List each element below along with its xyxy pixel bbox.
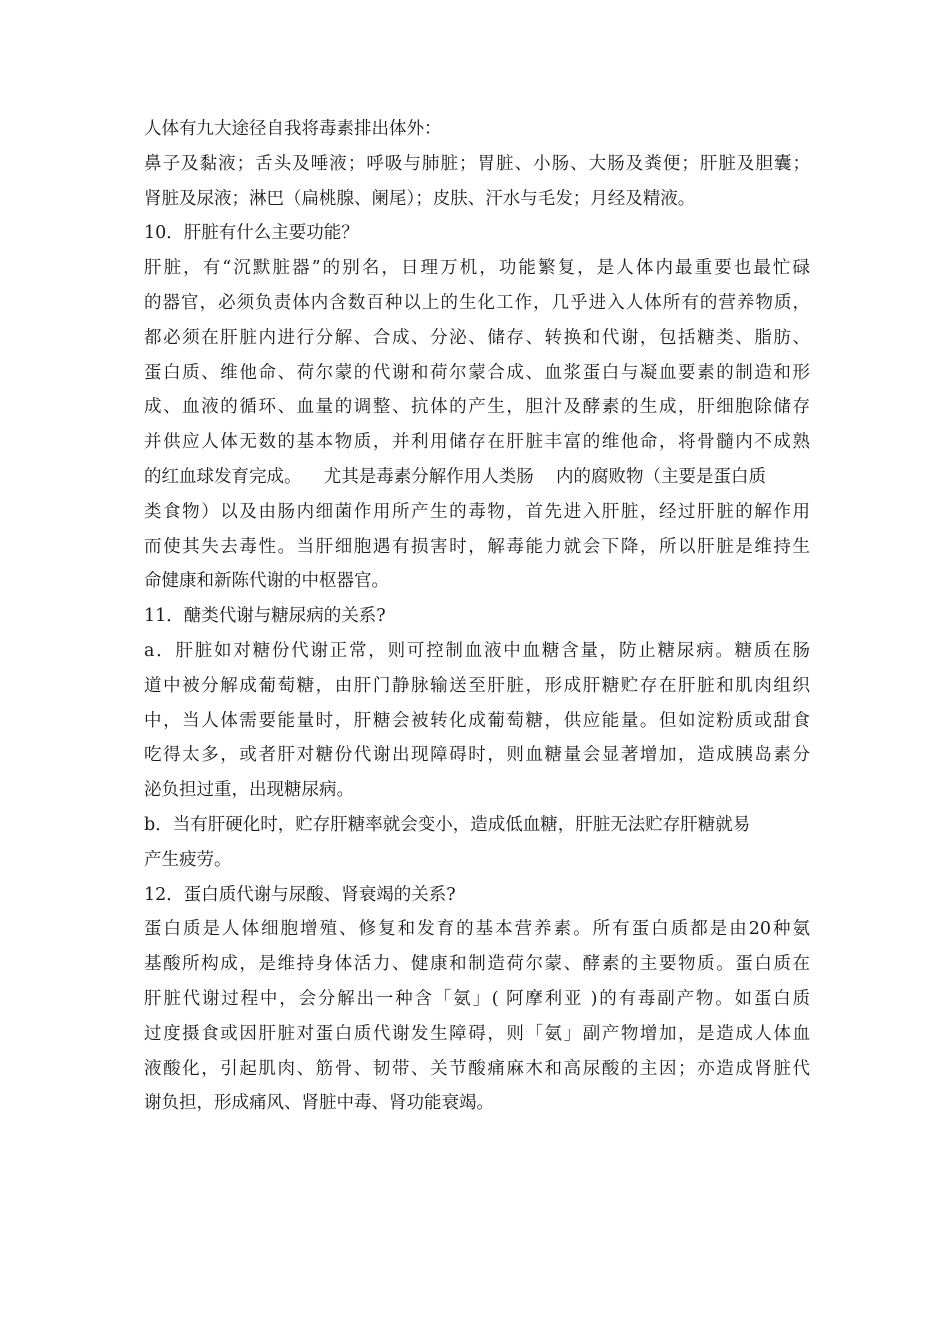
paragraph-line: 肝脏代谢过程中，会分解出一种含「氨」( 阿摩利亚 )的有毒副产物。如蛋白质 (144, 988, 810, 1009)
paragraph-line: 类食物）以及由肠内细菌作用所产生的毒物，首先进入肝脏，经过肝脏的解作用 (144, 501, 810, 522)
paragraph-line: b．当有肝硬化时，贮存肝糖率就会变小，造成低血糖，肝脏无法贮存肝糖就易 (144, 814, 751, 835)
paragraph-line: 肝脏，有“沉默脏器”的别名，日理万机，功能繁复，是人体内最重要也最忙碌 (144, 258, 810, 279)
paragraph-line: 的红血球发育完成。 尤其是毒素分解作用人类肠 内的腐败物（主要是蛋白质 (144, 466, 766, 487)
paragraph-line: 过度摄食或因肝脏对蛋白质代谢发生障碍，则「氨」副产物增加，是造成人体血 (144, 1023, 810, 1044)
paragraph-line: a．肝脏如对糖份代谢正常，则可控制血液中血糖含量，防止糖尿病。糖质在肠 (144, 640, 810, 661)
paragraph-line: 中，当人体需要能量时，肝糖会被转化成葡萄糖，供应能量。但如淀粉质或甜食 (144, 710, 810, 731)
paragraph-line: 吃得太多，或者肝对糖份代谢出现障碍时，则血糖量会显著增加，造成胰岛素分 (144, 745, 810, 766)
paragraph-line: 成、血液的循环、血量的调整、抗体的产生，胆汁及酵素的生成，肝细胞除储存 (144, 397, 810, 418)
paragraph-line: 蛋白质、维他命、荷尔蒙的代谢和荷尔蒙合成、血浆蛋白与凝血要素的制造和形 (144, 362, 810, 383)
paragraph-line: 道中被分解成葡萄糖，由肝门静脉输送至肝脏，形成肝糖贮存在肝脏和肌肉组织 (144, 675, 810, 696)
document-page (144, 112, 810, 1121)
paragraph-line: 的器官，必须负责体内含数百种以上的生化工作，几乎进入人体所有的营养物质， (144, 292, 810, 313)
section-heading: 11．醣类代谢与糖尿病的关系? (144, 606, 386, 627)
paragraph-line: 蛋白质是人体细胞增殖、修复和发育的基本营养素。所有蛋白质都是由20种氨 (144, 919, 810, 940)
paragraph-line: 并供应人体无数的基本物质，并利用储存在肝脏丰富的维他命，将骨髓内不成熟 (144, 432, 810, 453)
paragraph-line: 谢负担，形成痛风、肾脏中毒、肾功能衰竭。 (144, 1093, 494, 1114)
paragraph-line: 液酸化，引起肌肉、筋骨、韧带、关节酸痛麻木和高尿酸的主因；亦造成肾脏代 (144, 1058, 810, 1079)
paragraph-line: 肾脏及尿液；淋巴（扁桃腺、阑尾）；皮肤、汗水与毛发；月经及精液。 (144, 188, 696, 209)
paragraph-line: 泌负担过重，出现糖尿病。 (144, 780, 354, 801)
paragraph-line: 基酸所构成，是维持身体活力、健康和制造荷尔蒙、酵素的主要物质。蛋白质在 (144, 954, 810, 975)
section-heading: 12．蛋白质代谢与尿酸、肾衰竭的关系? (144, 884, 456, 905)
paragraph-line: 命健康和新陈代谢的中枢器官。 (144, 571, 389, 592)
paragraph-line: 人体有九大途径自我将毒素排出体外： (144, 119, 442, 139)
paragraph-line: 产生疲劳。 (144, 849, 232, 870)
section-heading: 10．肝脏有什么主要功能？ (144, 223, 359, 244)
paragraph-line: 都必须在肝脏内进行分解、合成、分泌、储存、转换和代谢，包括糖类、脂肪、 (144, 327, 810, 348)
paragraph-line: 而使其失去毒性。当肝细胞遇有损害时，解毒能力就会下降，所以肝脏是维持生 (144, 536, 810, 557)
paragraph-line: 鼻子及黏液；舌头及唾液；呼吸与肺脏；胃脏、小肠、大肠及粪便；肝脏及胆囊； (144, 153, 810, 174)
